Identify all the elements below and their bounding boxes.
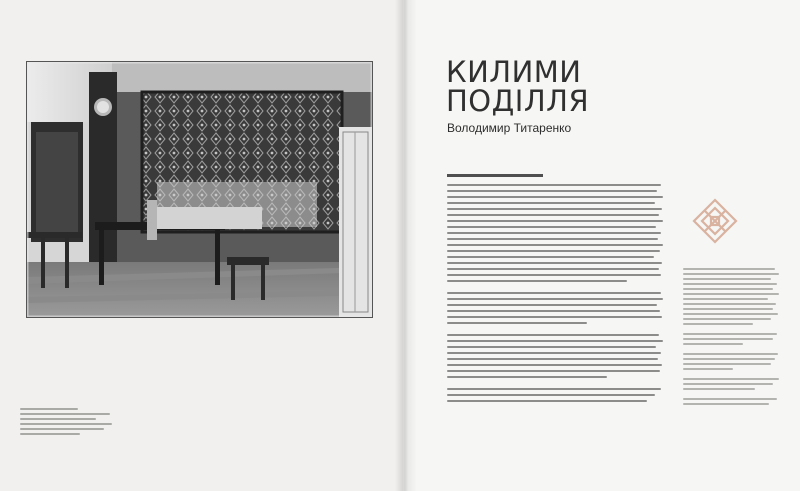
- caption-line: [20, 433, 80, 435]
- caption-line: [20, 418, 96, 420]
- footnotes: [683, 268, 779, 408]
- embroidery-ornament-icon: [690, 196, 740, 246]
- caption-line: [20, 413, 110, 415]
- caption-line: [20, 423, 112, 425]
- article-title: [446, 55, 590, 118]
- author-name: Володимир Титаренко: [447, 121, 572, 135]
- body-text-column: [447, 174, 665, 406]
- title-line-1: КИЛИМИ: [446, 55, 582, 89]
- photo-caption: [20, 408, 115, 438]
- title-line-2: ПОДІЛЛЯ: [446, 84, 590, 118]
- archival-photo: [27, 62, 372, 317]
- caption-line: [20, 428, 104, 430]
- caption-line: [20, 408, 78, 410]
- section-heading: [447, 174, 543, 177]
- gutter-shadow: [395, 0, 417, 491]
